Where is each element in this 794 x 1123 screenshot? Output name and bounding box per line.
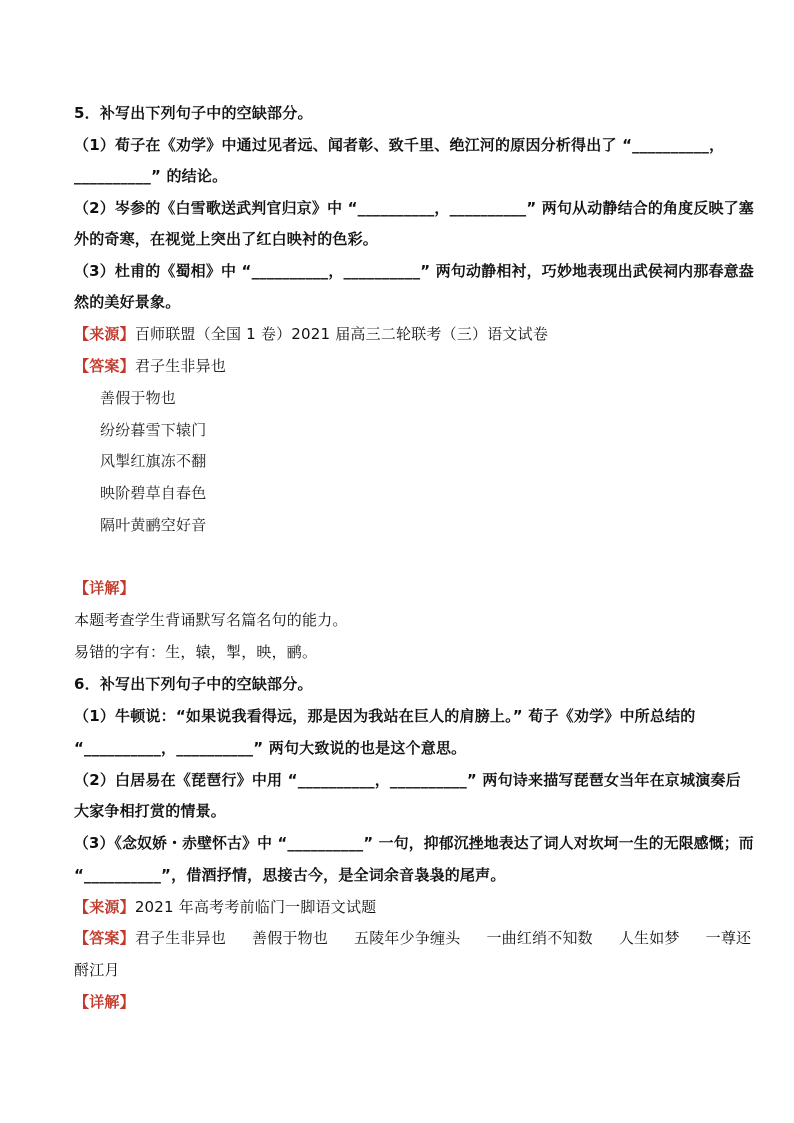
answer-item: 善假于物也 — [252, 929, 329, 947]
q5-line-6: 然的美好景象。 — [74, 293, 181, 311]
q5-detail-1: 本题考查学生背诵默写名篇名句的能力。 — [74, 611, 348, 629]
answer-item: 映阶碧草自春色 — [100, 484, 207, 502]
q5-detail-2: 易错的字有：生，辕，掣，映，鹂。 — [74, 643, 318, 661]
source-text: 百师联盟（全国 1 卷）2021 届高三二轮联考（三）语文试卷 — [134, 325, 549, 343]
answer-item: 一尊还 — [705, 929, 752, 947]
q5-line-5: （3）杜甫的《蜀相》中 “__________，__________” 两句动静相衬，巧妙地表现出武侯祠内那春意盎 — [74, 262, 754, 280]
answer-item: 隔叶黄鹂空好音 — [100, 516, 207, 534]
answer-item: 风掣红旗冻不翻 — [100, 452, 207, 470]
q5-line-3: （2）岑参的《白雪歌送武判官归京》中 “__________，__________” 两句从动静结合的角度反映了塞 — [74, 199, 754, 217]
q6-line-6: “__________”，借酒抒情，思接古今，是全词余音袅袅的尾声。 — [74, 866, 506, 884]
q6-detail-tag: 【详解】 — [74, 993, 135, 1011]
q5-line-4: 外的奇寒，在视觉上突出了红白映衬的色彩。 — [74, 230, 379, 248]
source-tag: 【来源】 — [74, 325, 135, 343]
q5-detail-tag: 【详解】 — [74, 579, 135, 597]
q6-line-4: 大家争相打赏的情景。 — [74, 802, 227, 820]
q6-title: 6．补写出下列句子中的空缺部分。 — [74, 675, 313, 693]
answer-item: 五陵年少争缠头 — [354, 929, 461, 947]
answer-tag: 【答案】 — [74, 357, 135, 375]
q6-answer-wrap: 酹江月 — [74, 961, 120, 979]
answer-tag: 【答案】 — [74, 929, 135, 947]
q6-source — [74, 897, 376, 917]
q6-line-1: （1）牛顿说：“如果说我看得远，那是因为我站在巨人的肩膀上。” 荀子《劝学》中所总结的 — [74, 707, 696, 725]
q6-answer-line — [74, 928, 751, 948]
answer-item: 人生如梦 — [618, 929, 680, 947]
answer-item: 一曲红绡不知数 — [486, 929, 593, 947]
q5-line-1: （1）荀子在《劝学》中通过见者远、闻者彰、致千里、绝江河的原因分析得出了 “__________， — [74, 136, 725, 154]
answer-item: 善假于物也 — [100, 389, 177, 407]
answer-item: 君子生非异也 — [134, 929, 227, 947]
q5-answer-line — [74, 356, 226, 376]
q5-source — [74, 324, 548, 344]
source-text: 2021 年高考考前临门一脚语文试题 — [134, 898, 377, 916]
q5-title: 5．补写出下列句子中的空缺部分。 — [74, 104, 313, 122]
answer-item: 君子生非异也 — [134, 357, 227, 375]
q6-line-3: （2）白居易在《琵琶行》中用 “__________，__________” 两句诗来描写琵琶女当年在京城演奏后 — [74, 771, 741, 789]
q6-line-5: （3）《念奴娇・赤壁怀古》中 “__________” 一句，抑郁沉挫地表达了词人对坎坷一生的无限感慨；而 — [74, 834, 754, 852]
q6-line-2: “__________，__________” 两句大致说的也是这个意思。 — [74, 739, 467, 757]
q5-line-2: __________” 的结论。 — [74, 167, 228, 185]
source-tag: 【来源】 — [74, 898, 135, 916]
answer-item: 纷纷暮雪下辕门 — [100, 421, 207, 439]
